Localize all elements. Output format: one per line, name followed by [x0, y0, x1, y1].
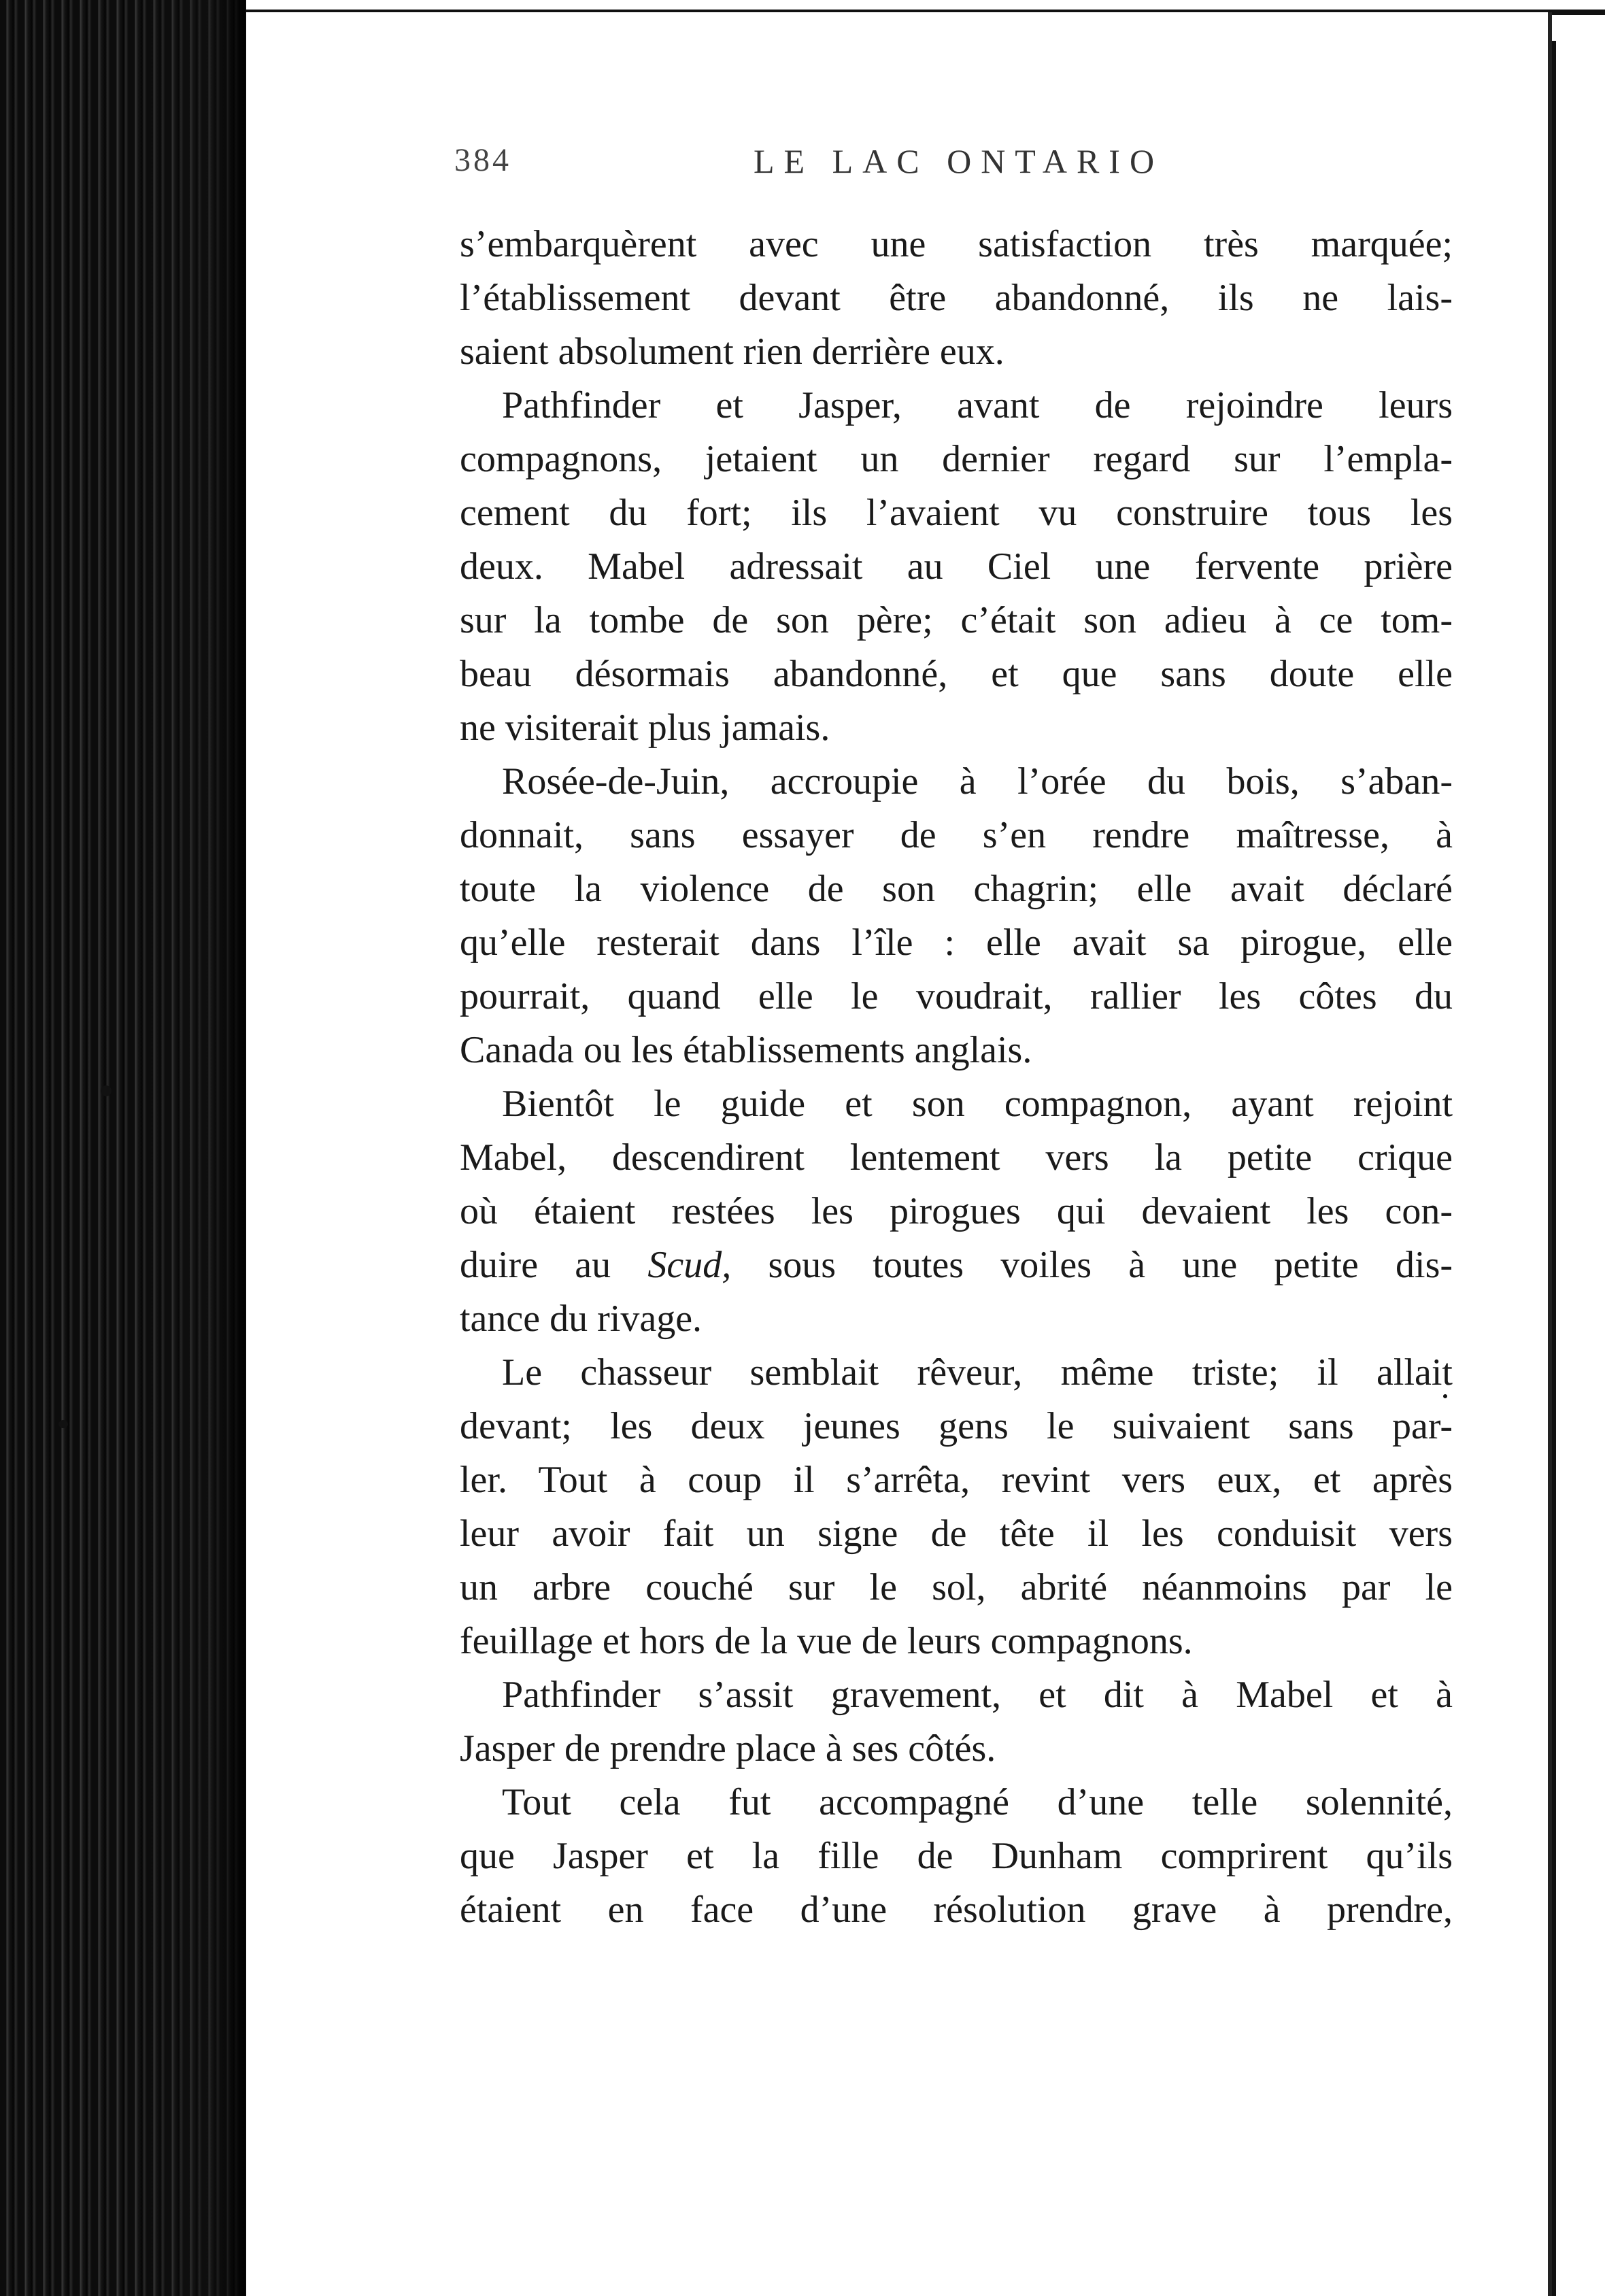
ship-name-italic: Scud,: [647, 1244, 732, 1286]
text-line: étaient en face d’une résolution grave à prendre,: [460, 1889, 1453, 1931]
text-line: où étaient restées les pirogues qui devaient les con-: [460, 1190, 1453, 1232]
text-line: feuillage et hors de la vue de leurs compagnons.: [460, 1620, 1193, 1662]
text-line: qu’elle resterait dans l’île : elle avait sa pirogue, elle: [460, 922, 1453, 964]
text-line-with-italic: [460, 1238, 1453, 1292]
paragraph-1: [460, 218, 1453, 379]
text-line: que Jasper et la fille de Dunham comprirent qu’ils: [460, 1835, 1453, 1877]
text-line: sur la tombe de son père; c’était son adieu à ce tom-: [460, 599, 1453, 641]
text-line: pourrait, quand elle le voudrait, rallier les côtes du: [460, 975, 1453, 1017]
text-line: un arbre couché sur le sol, abrité néanmoins par le: [460, 1566, 1453, 1608]
text-line: s’embarquèrent avec une satisfaction très marquée;: [460, 223, 1453, 265]
text-line: Canada ou les établissements anglais.: [460, 1029, 1032, 1071]
paragraph-4: [460, 1077, 1453, 1346]
text-line: Tout cela fut accompagné d’une telle solennité,: [502, 1781, 1453, 1823]
text-line: beau désormais abandonné, et que sans doute elle: [460, 653, 1453, 695]
text-line: Mabel, descendirent lentement vers la petite crique: [460, 1136, 1453, 1179]
text-segment: duire au: [460, 1244, 648, 1286]
paragraph-2: [460, 379, 1453, 755]
scan-speck: [58, 1420, 68, 1428]
running-head: [454, 141, 1447, 189]
text-line: Le chasseur semblait rêveur, même triste; il allait: [502, 1351, 1453, 1394]
right-margin-strip: [1556, 41, 1605, 2296]
text-line: deux. Mabel adressait au Ciel une fervente prière: [460, 545, 1453, 588]
paragraph-6: [460, 1668, 1453, 1776]
paragraph-7: [460, 1776, 1453, 1937]
text-line: tance du rivage.: [460, 1298, 703, 1340]
text-line: Pathfinder s’assit gravement, et dit à Mabel et à: [502, 1674, 1453, 1716]
text-line: saient absolument rien derrière eux.: [460, 331, 1004, 373]
text-line: leur avoir fait un signe de tête il les conduisit vers: [460, 1513, 1453, 1555]
text-line: ne visiterait plus jamais.: [460, 707, 830, 749]
text-line: Pathfinder et Jasper, avant de rejoindre leurs: [502, 384, 1453, 426]
body-text: [460, 218, 1453, 1937]
text-line: compagnons, jetaient un dernier regard sur l’empla-: [460, 438, 1453, 480]
paragraph-3: [460, 755, 1453, 1077]
scan-speck: [101, 1085, 112, 1096]
binding-shadow: [136, 0, 246, 2296]
text-line: toute la violence de son chagrin; elle avait déclaré: [460, 868, 1453, 910]
text-line: devant; les deux jeunes gens le suivaient sans par-: [460, 1405, 1453, 1447]
running-title: LE LAC ONTARIO: [754, 142, 1164, 180]
text-segment: sous toutes voiles à une petite dis-: [731, 1244, 1453, 1286]
text-line: donnait, sans essayer de s’en rendre maîtresse, à: [460, 814, 1453, 856]
text-line: Rosée-de-Juin, accroupie à l’orée du bois, s’aban-: [502, 760, 1453, 803]
text-line: Jasper de prendre place à ses côtés.: [460, 1727, 996, 1770]
paragraph-5: [460, 1346, 1453, 1668]
text-line: l’établissement devant être abandonné, ils ne lais-: [460, 277, 1453, 319]
text-line: cement du fort; ils l’avaient vu construire tous les: [460, 492, 1453, 534]
text-line: Bientôt le guide et son compagnon, ayant rejoint: [502, 1083, 1453, 1125]
text-line: ler. Tout à coup il s’arrêta, revint vers eux, et après: [460, 1459, 1453, 1501]
page-number: 384: [454, 142, 511, 178]
